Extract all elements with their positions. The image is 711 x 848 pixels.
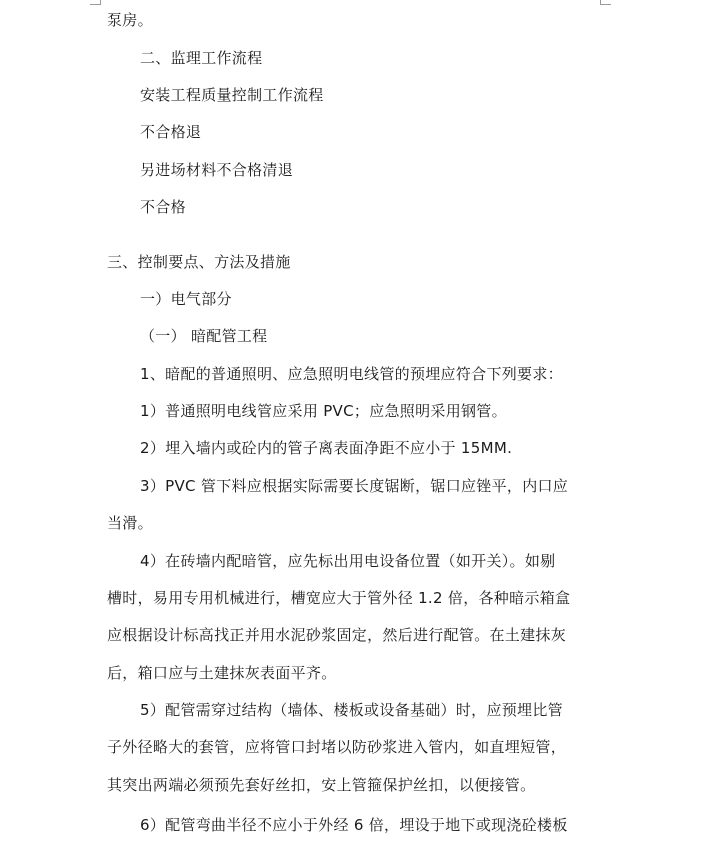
crop-mark-top-right [600, 0, 611, 5]
text-line-17: 应根据设计标高找正并用水泥砂浆固定，然后进行配管。在土建抹灰 [107, 626, 567, 644]
crop-mark-top-left [90, 0, 101, 5]
text-line-4: 不合格退 [140, 123, 202, 141]
text-line-1: 泵房。 [107, 11, 153, 29]
heading-supervision-workflow: 二、监理工作流程 [140, 49, 263, 67]
text-line-5: 另进场材料不合格清退 [140, 161, 294, 179]
text-line-15: 4）在砖墙内配暗管，应先标出用电设备位置（如开关）。如剔 [140, 552, 556, 570]
text-line-18: 后，箱口应与土建抹灰表面平齐。 [107, 664, 337, 682]
text-line-13: 3）PVC 管下料应根据实际需要长度锯断，锯口应锉平，内口应 [140, 477, 569, 495]
text-line-19: 5）配管需穿过结构（墙体、楼板或设备基础）时，应预埋比管 [140, 701, 563, 719]
text-line-10: 1、暗配的普通照明、应急照明电线管的预埋应符合下列要求： [140, 365, 563, 383]
text-line-20: 子外径略大的套管，应将管口封堵以防砂浆进入管内，如直埋短管， [107, 738, 567, 756]
text-line-11: 1）普通照明电线管应采用 PVC；应急照明采用钢管。 [140, 402, 507, 420]
heading-concealed-conduit: （一） 暗配管工程 [140, 327, 268, 345]
text-line-21: 其突出两端必须预先套好丝扣，安上管箍保护丝扣，以便接管。 [107, 776, 536, 794]
text-line-22: 6）配管弯曲半径不应小于外经 6 倍，埋设于地下或现浇砼楼板 [140, 816, 568, 834]
text-line-3: 安装工程质量控制工作流程 [140, 86, 324, 104]
heading-electrical: 一）电气部分 [140, 290, 232, 308]
text-line-6: 不合格 [140, 198, 186, 216]
text-line-12: 2）埋入墙内或砼内的管子离表面净距不应小于 15MM. [140, 439, 513, 457]
heading-control-points: 三、控制要点、方法及措施 [107, 253, 291, 271]
text-line-14: 当滑。 [107, 514, 153, 532]
text-line-16: 槽时，易用专用机械进行，槽宽应大于管外径 1.2 倍，各种暗示箱盒 [107, 589, 571, 607]
